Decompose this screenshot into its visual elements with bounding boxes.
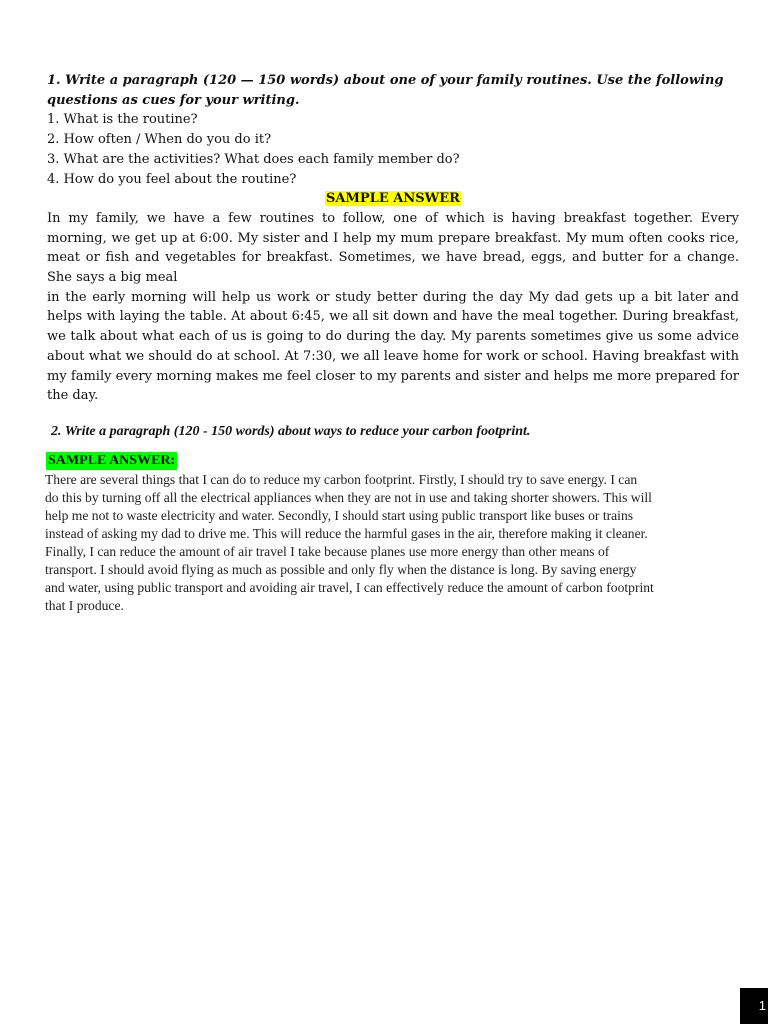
sample-answer-heading-1: SAMPLE ANSWER <box>326 191 460 207</box>
answer-2-paragraph <box>45 471 741 615</box>
page-number: 1 <box>740 988 768 1024</box>
answer-2-line: help me not to waste electricity and water. Secondly, I should start using public transport like buses or trains <box>45 508 634 523</box>
answer-2-line: transport. I should avoid flying as much as possible and only fly when the distance is long. By saving energy <box>45 562 637 577</box>
answer-2-line: There are several things that I can do to reduce my carbon footprint. Firstly, I should try to save energy. I can <box>45 472 638 487</box>
answer-2-line: that I produce. <box>45 598 124 613</box>
answer-2-line: do this by turning off all the electrical appliances when they are not in use and taking shorter showers. This will <box>45 490 652 505</box>
answer-2-line: instead of asking my dad to drive me. This will reduce the harmful gases in the air, therefore making it cleaner. <box>45 526 648 541</box>
section-family-routine <box>47 71 739 406</box>
question-1-title-line2: questions as cues for your writing. <box>47 92 300 108</box>
question-1-title <box>47 71 739 110</box>
answer-2-line: and water, using public transport and avoiding air travel, I can effectively reduce the amount of carbon footprint <box>45 580 654 595</box>
answer-1-part1: In my family, we have a few routines to follow, one of which is having breakfast together. Every morning, we get up at 6:00. My sister and I help my mum prepare breakfast. My mum often cooks rice, meat or fish and vegetables for breakfast. Sometimes, we have bread, eggs, and butter for a change. She says a big meal <box>47 210 739 286</box>
question-1-title-line1: 1. Write a paragraph (120 — 150 words) about one of your family routines. Use the following <box>47 73 724 88</box>
cue-2: 2. How often / When do you do it? <box>47 132 272 148</box>
sample-answer-heading-wrap <box>47 189 739 209</box>
cue-4: 4. How do you feel about the routine? <box>47 171 297 187</box>
sample-answer-heading-2: SAMPLE ANSWER: <box>48 453 176 468</box>
answer-1-part2: in the early morning will help us work or study better during the day My dad gets up a bit later and helps with laying the table. At about 6:45, we all sit down and have the meal together. During breakfast, we talk about what each of us is going to do during the day. My parents sometimes give us some advice about what we should do at school. At 7:30, we all leave home for work or school. Having breakfast with my family every morning makes me feel closer to my parents and sister and helps me more prepared for the day. <box>47 289 739 404</box>
answer-2-line: Finally, I can reduce the amount of air travel I take because planes use more energy than other means of <box>45 544 610 559</box>
cue-1: 1. What is the routine? <box>47 112 198 128</box>
question-2-title: 2. Write a paragraph (120 - 150 words) about ways to reduce your carbon footprint. <box>51 424 531 439</box>
cue-3: 3. What are the activities? What does each family member do? <box>47 151 460 167</box>
